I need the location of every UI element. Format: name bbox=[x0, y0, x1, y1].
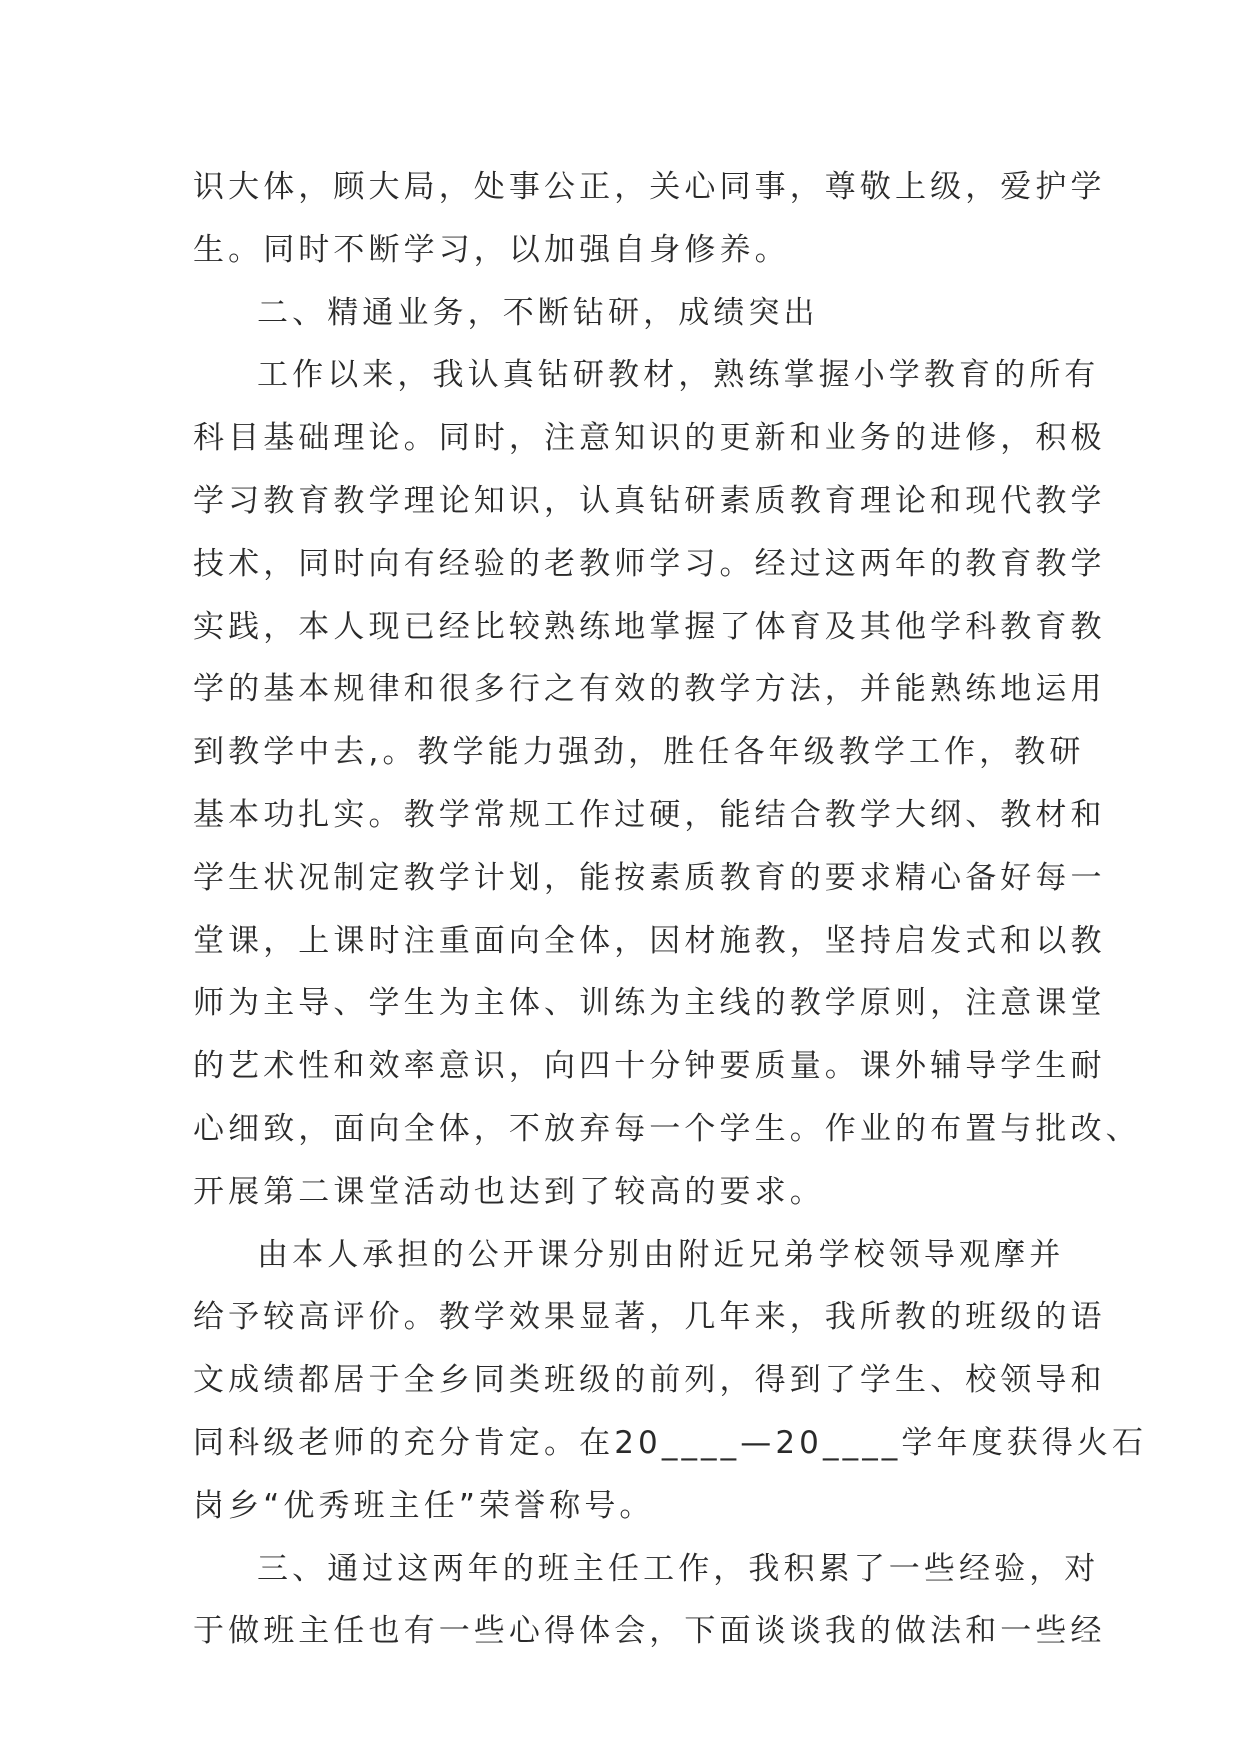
text-line: 给予较高评价。教学效果显著，几年来，我所教的班级的语 bbox=[193, 1299, 1106, 1336]
text-line: 到教学中去,。教学能力强劲，胜任各年级教学工作，教研 bbox=[193, 734, 1085, 771]
text-line: 学习教育教学理论知识，认真钻研素质教育理论和现代教学 bbox=[193, 482, 1106, 519]
body-text bbox=[193, 156, 1148, 1663]
text-line: 岗乡“优秀班主任”荣誉称号。 bbox=[193, 1487, 655, 1524]
paragraph-start-line: 由本人承担的公开课分别由附近兄弟学校领导观摩并 bbox=[257, 1236, 1065, 1273]
text-line: 文成绩都居于全乡同类班级的前列，得到了学生、校领导和 bbox=[193, 1362, 1106, 1399]
section-heading: 二、精通业务，不断钻研，成绩突出 bbox=[257, 294, 819, 331]
text-line: 实践，本人现已经比较熟练地掌握了体育及其他学科教育教 bbox=[193, 608, 1106, 645]
text-line: 基本功扎实。教学常规工作过硬，能结合教学大纲、教材和 bbox=[193, 796, 1106, 833]
text-line: 于做班主任也有一些心得体会，下面谈谈我的做法和一些经 bbox=[193, 1613, 1106, 1650]
section-heading: 三、通过这两年的班主任工作，我积累了一些经验，对 bbox=[257, 1550, 1100, 1587]
text-line: 开展第二课堂活动也达到了较高的要求。 bbox=[193, 1173, 825, 1210]
text-line: 科目基础理论。同时，注意知识的更新和业务的进修，积极 bbox=[193, 420, 1106, 457]
text-line: 心细致，面向全体，不放弃每一个学生。作业的布置与批改、 bbox=[193, 1110, 1141, 1147]
text-line: 识大体，顾大局，处事公正，关心同事，尊敬上级，爱护学 bbox=[193, 169, 1106, 205]
text-line: 学生状况制定教学计划，能按素质教育的要求精心备好每一 bbox=[193, 859, 1106, 896]
text-line: 同科级老师的充分肯定。在20____—20____学年度获得火石 bbox=[193, 1424, 1148, 1461]
paragraph-start-line: 工作以来，我认真钻研教材，熟练掌握小学教育的所有 bbox=[257, 357, 1100, 394]
text-line: 技术，同时向有经验的老教师学习。经过这两年的教育教学 bbox=[193, 545, 1106, 582]
text-line: 的艺术性和效率意识，向四十分钟要质量。课外辅导学生耐 bbox=[193, 1048, 1106, 1085]
text-line: 堂课，上课时注重面向全体，因材施教，坚持启发式和以教 bbox=[193, 922, 1106, 959]
text-line: 师为主导、学生为主体、训练为主线的教学原则，注意课堂 bbox=[193, 985, 1106, 1022]
text-line: 生。同时不断学习，以加强自身修养。 bbox=[193, 231, 790, 268]
text-line: 学的基本规律和很多行之有效的教学方法，并能熟练地运用 bbox=[193, 671, 1106, 708]
